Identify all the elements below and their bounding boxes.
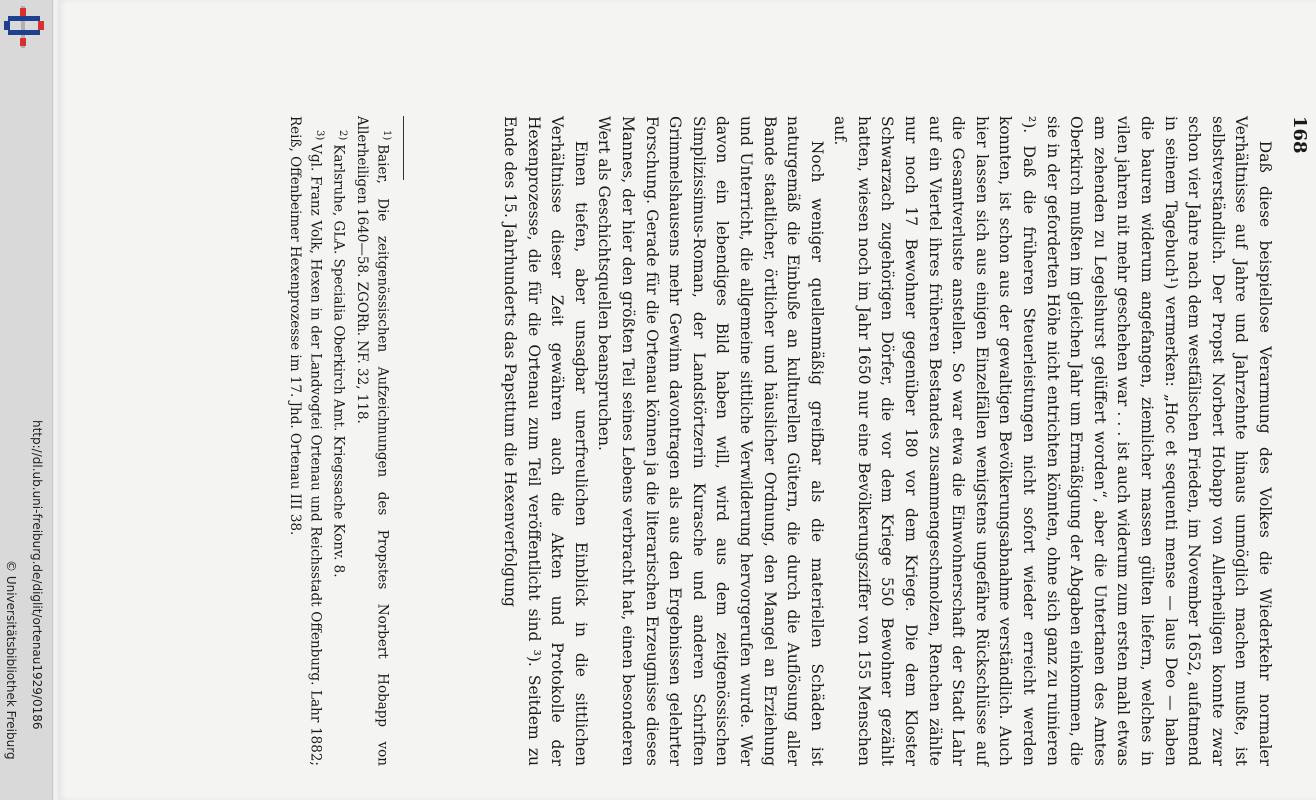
- footnote-3: [286, 116, 330, 766]
- footnotes: [286, 116, 397, 766]
- footnote-2: [329, 116, 353, 766]
- footnote-mark: 1): [381, 130, 392, 141]
- footnote-text: Vgl. Franz Volk, Hexen in der Landvogtei Ortenau und Reichsstadt Offenburg. Lahr 1882; Reiß, Offenbeimer Hexenprozesse im 17. Jhd. Ortenau III 38.: [287, 116, 324, 766]
- footnote-mark: 2): [337, 130, 349, 141]
- footnote-text: Karlsruhe, GLA. Specialia Oberkirch Amt. Kriegssache Konv. 8.: [331, 144, 347, 578]
- viewer-sidebar: [0, 0, 53, 800]
- page-content: [252, 24, 1316, 784]
- copyright-notice: © Universitätsbibliothek Freiburg: [4, 560, 18, 760]
- footnote-rule: [403, 116, 404, 180]
- scanned-page: [58, 0, 1316, 800]
- footnote-mark: 3): [314, 130, 325, 141]
- footnote-1: [353, 116, 397, 766]
- page-body: [497, 116, 1276, 766]
- footnote-text: Baier, Die zeitgenössischen Aufzeichnungen des Propstes Norbert Hobapp von Allerheiligen 1640—58. ZGORh. NF. 32, 118.: [354, 116, 391, 766]
- paragraph-1: Daß diese beispiellose Verarmung des Volkes die Wiederkehr normaler Verhältnisse auf Jahre und Jahrzehnte hinaus unmöglich machen mußte, ist selbstverständlich. Der Propst Norbert Hobapp von Allerheiligen konnte zwar schon vier Jahre nach dem westfälischen Frieden, im November 1652, aufatmend in seinem Tagebuch¹) vermerken: „Hoc et sequenti mense — laus Deo — haben die bauren widerum angefangen, ziemlicher massen gülten liefern, welches in vilen jahren nit mehr geschehen war . . . ist auch widerum zum ersten mahl etwas am zehenden zu Legelshurst gelüffert worden“, aber die Untertanen des Amtes Oberkirch mußten im gleichen Jahr um Ermäßigung der Abgaben einkommen, die sie in der geforderten Höhe nicht entrichten könnten, ohne sich ganz zu ruinieren ²). Daß die früheren Steuerleistungen nicht sofort wieder erreicht werden konnten, ist schon aus der gewaltigen Bevölkerungsabnahme verständlich. Auch hier lassen sich aus einigen Einzelfällen wenigstens ungefähre Rückschlüsse auf die Gesamtverluste anstellen. So war etwa die Einwohnerschaft der Stadt Lahr auf ein Viertel ihres früheren Bestandes zusammengeschmolzen, Renchen zählte nur noch 17 Bewohner gegenüber 180 vor dem Kriege. Die dem Kloster Schwarzach zugehörigen Dörfer, die vor dem Kriege 550 Bewohner gezählt hatten, wiesen noch im Jahr 1650 nur eine Bevölkerungsziffer von 155 Menschen auf.: [831, 116, 1274, 766]
- university-library-logo[interactable]: [2, 4, 46, 50]
- paragraph-2: Noch weniger quellenmäßig greifbar als die materiellen Schäden ist naturgemäß die Einbuße an kulturellen Gütern, die durch die Auflösung aller Bande staatlicher, örtlicher und häuslicher Ordnung, den Mangel an Erziehung und Unterricht, die allgemeine sittliche Verwilderung hervorgerufen wurde. Wer davon ein lebendiges Bild haben will, wird aus dem zeitgenössischen Simplizissimus-Roman, der Landstörtzerin Kurasche und anderen Schriften Grimmelshausens mehr Gewinn davontragen als aus den Ergebnissen gelehrter Forschung. Gerade für die Ortenau können ja die literarischen Erzeugnisse dieses Mannes, der hier den größten Teil seines Lebens verbracht hat, einen besonderen Wert als Geschichtsquellen beanspruchen.: [595, 116, 826, 766]
- document-url[interactable]: http://dl.ub.uni-freiburg.de/diglit/ortenau1929/0186: [30, 420, 44, 730]
- page-number: 168: [1289, 116, 1310, 154]
- paragraph-3: Einen tiefen, aber unsagbar unerfreulichen Einblick in die sittlichen Verhältnisse dieser Zeit gewähren auch die Akten und Protokolle der Hexenprozesse, die für die Ortenau zum Teil veröffentlicht sind ³). Seitdem zu Ende des 15. Jahrhunderts das Papsttum die Hexenverfolgung: [501, 116, 590, 766]
